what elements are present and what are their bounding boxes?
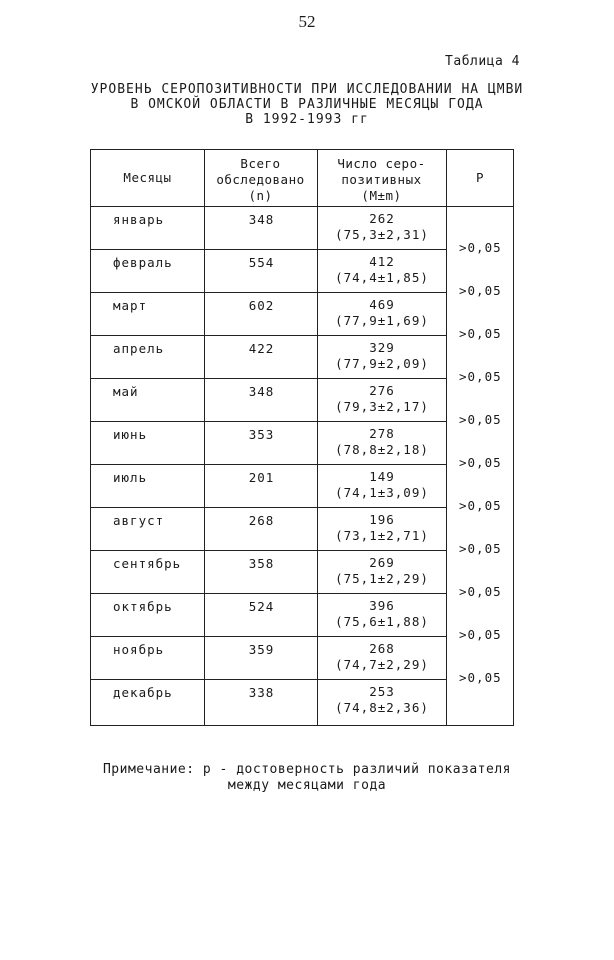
cell-month: октябрь: [113, 599, 173, 614]
cell-month: август: [113, 513, 165, 528]
cell-month: май: [113, 384, 139, 399]
header-total: [204, 156, 317, 204]
title-line: УРОВЕНЬ СЕРОПОЗИТИВНОСТИ ПРИ ИССЛЕДОВАНИИ НА ЦМВИ: [90, 82, 524, 97]
cell-positive: [318, 254, 446, 286]
header-positive-line: Число серо-: [337, 156, 426, 171]
cell-positive-percent: (79,3±2,17): [335, 399, 429, 414]
page-number: 52: [298, 12, 316, 31]
cell-month: июнь: [113, 427, 148, 442]
cell-month: декабрь: [113, 685, 173, 700]
row-divider: [91, 636, 446, 637]
cell-p-value: >0,05: [459, 584, 502, 599]
header-month: Месяцы: [123, 170, 172, 185]
cell-positive-percent: (75,1±2,29): [335, 571, 429, 586]
cell-positive-count: 396: [369, 598, 395, 613]
header-positive-line: (M±m): [361, 188, 402, 203]
cell-positive-percent: (75,3±2,31): [335, 227, 429, 242]
cell-p-value: >0,05: [459, 670, 502, 685]
header-total-line: Всего: [240, 156, 281, 171]
cell-positive-percent: (74,1±3,09): [335, 485, 429, 500]
title-line: В 1992-1993 гг: [245, 112, 369, 127]
cell-month: март: [113, 298, 148, 313]
cell-total: 348: [248, 384, 275, 399]
cell-positive-count: 329: [369, 340, 395, 355]
cell-positive-count: 253: [369, 684, 395, 699]
cell-total: 353: [248, 427, 275, 442]
cell-positive: [318, 340, 446, 372]
cell-p-value: >0,05: [459, 541, 502, 556]
cell-total: 268: [248, 513, 275, 528]
cell-positive-percent: (74,8±2,36): [335, 700, 429, 715]
cell-total: 602: [248, 298, 275, 313]
row-divider: [91, 421, 446, 422]
cell-total: 524: [248, 599, 275, 614]
cell-positive-count: 196: [369, 512, 395, 527]
cell-positive-percent: (74,7±2,29): [335, 657, 429, 672]
cell-positive: [318, 641, 446, 673]
column-divider: [446, 150, 447, 725]
header-total-line: (n): [248, 188, 273, 203]
cell-positive: [318, 598, 446, 630]
row-divider: [91, 464, 446, 465]
cell-positive-count: 278: [369, 426, 395, 441]
cell-total: 201: [248, 470, 275, 485]
cell-total: 359: [248, 642, 275, 657]
cell-positive: [318, 297, 446, 329]
table-note: [0, 762, 614, 794]
row-divider: [91, 550, 446, 551]
cell-positive-percent: (77,9±2,09): [335, 356, 429, 371]
cell-positive: [318, 211, 446, 243]
row-divider: [91, 593, 446, 594]
cell-positive: [318, 555, 446, 587]
cell-p-value: >0,05: [459, 627, 502, 642]
cell-month: январь: [113, 212, 165, 227]
cell-p-value: >0,05: [459, 326, 502, 341]
row-divider: [91, 378, 446, 379]
cell-p-value: >0,05: [459, 455, 502, 470]
cell-positive: [318, 426, 446, 458]
cell-positive: [318, 383, 446, 415]
cell-total: 338: [248, 685, 275, 700]
title-line: В ОМСКОЙ ОБЛАСТИ В РАЗЛИЧНЫЕ МЕСЯЦЫ ГОДА: [130, 97, 484, 112]
cell-positive: [318, 512, 446, 544]
row-divider: [91, 206, 513, 207]
cell-positive: [318, 469, 446, 501]
cell-p-value: >0,05: [459, 240, 502, 255]
note-line: Примечание: р - достоверность различий показателя: [102, 762, 511, 777]
note-line: между месяцами года: [227, 778, 387, 793]
cell-total: 554: [248, 255, 275, 270]
header-p: Р: [475, 170, 485, 185]
cell-p-value: >0,05: [459, 283, 502, 298]
cell-positive-count: 269: [369, 555, 395, 570]
header-positive: [317, 156, 446, 204]
cell-month: июль: [113, 470, 148, 485]
cell-positive-count: 268: [369, 641, 395, 656]
cell-month: апрель: [113, 341, 165, 356]
cell-positive-count: 262: [369, 211, 395, 226]
cell-total: 358: [248, 556, 275, 571]
cell-month: ноябрь: [113, 642, 165, 657]
row-divider: [91, 679, 446, 680]
cell-positive-percent: (77,9±1,69): [335, 313, 429, 328]
cell-p-value: >0,05: [459, 369, 502, 384]
cell-positive-percent: (78,8±2,18): [335, 442, 429, 457]
cell-p-value: >0,05: [459, 412, 502, 427]
cell-total: 348: [248, 212, 275, 227]
row-divider: [91, 292, 446, 293]
data-table: [90, 149, 514, 726]
cell-positive-percent: (75,6±1,88): [335, 614, 429, 629]
cell-positive-percent: (74,4±1,85): [335, 270, 429, 285]
cell-total: 422: [248, 341, 275, 356]
cell-positive-count: 276: [369, 383, 395, 398]
cell-p-value: >0,05: [459, 498, 502, 513]
row-divider: [91, 507, 446, 508]
table-title: [0, 82, 614, 127]
header-positive-line: позитивных: [341, 172, 422, 187]
cell-positive-count: 149: [369, 469, 395, 484]
cell-positive-count: 469: [369, 297, 395, 312]
header-total-line: обследовано: [216, 172, 305, 187]
cell-month: февраль: [113, 255, 173, 270]
cell-positive-count: 412: [369, 254, 395, 269]
table-label: Таблица 4: [445, 54, 520, 69]
cell-positive: [318, 684, 446, 716]
row-divider: [91, 335, 446, 336]
cell-month: сентябрь: [113, 556, 182, 571]
cell-positive-percent: (73,1±2,71): [335, 528, 429, 543]
row-divider: [91, 249, 446, 250]
